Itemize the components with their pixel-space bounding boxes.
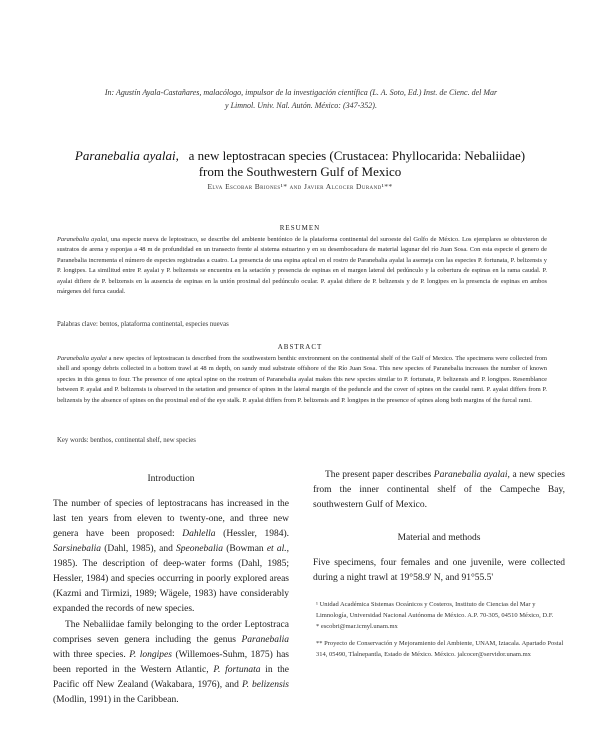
methods-paragraph: Five specimens, four females and one juvenile, were collected during a night trawl at 19°58.9' N, and 91°55.5' — [313, 558, 565, 583]
intro-paragraph-1: The number of species of leptostracans has increased in the last ten years from eleven to twenty-one, and three new genera have been proposed: Dahlella (Hessler, 1984). Sarsinebalia (Dahl, 1985), and Speonebalia (Bowman et al., 1985). The description of deep-water forms (Dahl, 1985; Hessler, 1984) and species occurring in poorly explored areas (Kazmi and Tirmizi, 1989; Wägele, 1983) have considerably expanded the records of new species. — [53, 499, 290, 614]
introduction-heading: Introduction — [147, 474, 195, 484]
abstract-body — [57, 354, 547, 406]
footnote-1: ¹ Unidad Académica Sistemas Oceánicos y Costeros, Instituto de Ciencias del Mar y Limnología, Universidad Nacional Autónoma de México. A.P. 70-305, 04510 México, D.F. * escobri@mar.icmyl.unam.mx — [316, 601, 554, 630]
footnote-2: ** Proyecto de Conservación y Mejoramiento del Ambiente, UNAM, Iztacala. Apartado Postal 314, 05490, Tlalnepantla, Estado de México. México. jalcocer@servidor.unam.mx — [316, 640, 564, 658]
paper-title — [40, 148, 560, 180]
citation — [66, 86, 536, 112]
intro-paragraph-2: The Nebaliidae family belonging to the order Leptostraca comprises seven genera including the genus Paranebalia with three species. P. longipes (Willemoes-Suhm, 1875) has been reported in the Western Atlantic, P. fortunata in the Pacific off New Zealand (Wakabara, 1976), and P. belizensis (Modlin, 1991) in the Caribbean. — [53, 620, 290, 705]
footnotes — [316, 599, 564, 666]
abstract-text: a new species of leptostracan is described from the southwestern benthic environment on the continental shelf of the Gulf of Mexico. The specimens were collected from shell and spongy debris collected in a bottom trawl at 48 m depth, on sandy mud substrate offshore of the Río Juan Sosa. This new species of Paranebalia increases the number of known species in this genus to four. The presence of one apical spine on the rostrum of Paranebalia ayalai makes this new species similar to P. fortunata, P. belizensis and P. longipes. Resemblance between P. ayalai and P. belizensis is observed in the setation and presence of spines in the lateral margin of the peduncle and the cover of spines on the caudal rami. P. ayalai differs from P. belizensis by the absence of spines on the proximal end of the eye stalk. P. ayalai differs from P. belizensis and P. longipes in the presence of spines along both margins of the furcal rami. — [57, 355, 547, 404]
authors: Elva Escobar Briones¹* and Javier Alcocer Durand¹** — [207, 182, 393, 191]
title-line-2: from the Southwestern Gulf of Mexico — [198, 164, 402, 179]
intro-paragraph-3: The present paper describes Paranebalia ayalai, a new species from the inner continental shelf of the Campeche Bay, southwestern Gulf of Mexico. — [313, 470, 565, 510]
palabras-clave: Palabras clave: bentos, plataforma continental, especies nuevas — [57, 321, 229, 328]
left-column — [53, 497, 289, 708]
resumen-body — [57, 235, 547, 297]
citation-line-1: In: Agustín Ayala-Castañares, malacólogo, impulsor de la investigación científica (L. A. Soto, Ed.) Inst. de Cienc. del Mar — [104, 88, 498, 97]
methods-heading: Material and methods — [397, 533, 481, 543]
resumen-text: una especie nueva de leptostraco, se describe del ambiente bentónico de la plataforma continental del suroeste del Golfo de México. Los ejemplares se obtuvieron de sustratos de arena y esponjas a 48 m de profundidad en un transecto frente al sistema estuarino y en su desembocadura de material lagunar del río Juan Sosa. Con esta especie el genero de Paranebalia incrementa el número de especies registradas a cuatro. La presencia de una espina apical en el rostro de Paranebalia ayalai la asemeja con las especies P. fortunata, P. belizensis y P. longipes. La similitud entre P. ayalai y P. belizensis se encuentra en la setación y presencia de espinas en el margen lateral del pedúnculo y la cobertura de espinas en la rama caudal. P. ayalai difiere de P. belizensis en la ausencia de espinas en la unión proximal del pedúnculo ocular. P. ayalai difiere de P. belizensis y de P. longipes en la presencia de espinas en ambos márgenes del furca caudal. — [57, 236, 547, 296]
abstract-species: Paranebalia ayalai — [57, 355, 107, 362]
resumen-species: Paranebalia ayalai, — [57, 236, 109, 243]
abstract-heading: ABSTRACT — [277, 343, 323, 351]
title-species: Paranebalia ayalai, — [74, 148, 179, 163]
title-line-1: a new leptostracan species (Crustacea: Phyllocarida: Nebaliidae) — [188, 148, 526, 163]
resumen-heading: RESUMEN — [279, 224, 321, 232]
right-column-intro — [313, 467, 565, 513]
key-words: Key words: benthos, continental shelf, new species — [57, 437, 196, 444]
citation-line-2: y Limnol. Univ. Nal. Autón. México: (347-352). — [225, 101, 377, 110]
